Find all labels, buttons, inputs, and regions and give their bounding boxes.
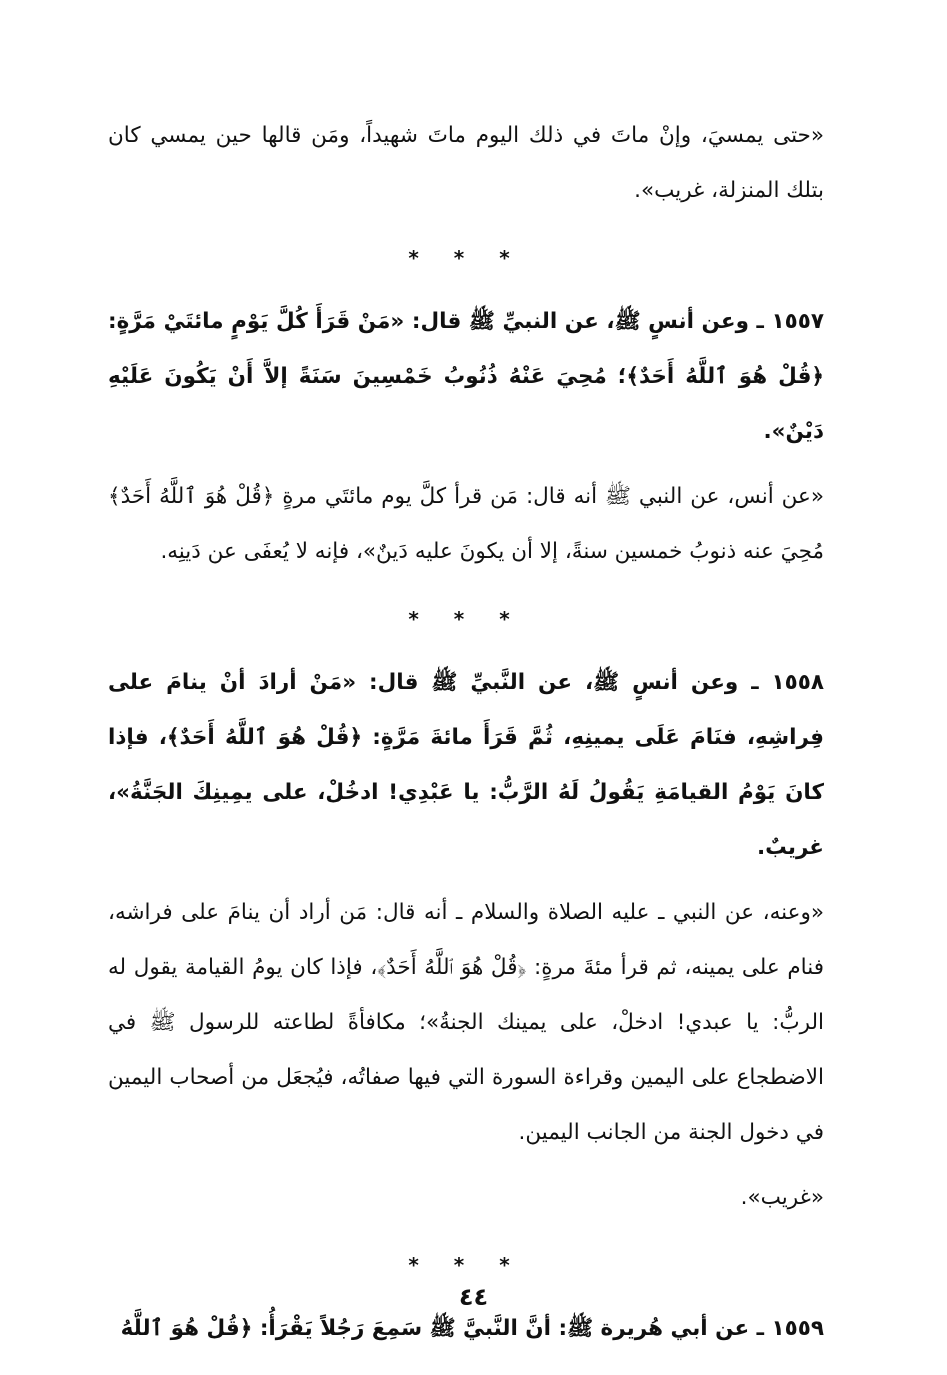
hadith-1557: ١٥٥٧ ـ وعن أنسٍ ﷺ، عن النبيِّ ﷺ قال: «مَنْ قَرَأَ كُلَّ يَوْمٍ مائتَيْ مَرَّةٍ: ﴿قُلْ هُوَ ٱللَّهُ أَحَدٌ﴾؛ مُحِيَ عَنْهُ ذُنُوبُ خَمْسِينَ سَنَةً إلاَّ أَنْ يَكُونَ عَلَيْهِ دَيْنٌ». [108, 309, 824, 444]
page-body [108, 108, 824, 1341]
page-number: ٤٤ [458, 1283, 489, 1311]
hadith-1558: ١٥٥٨ ـ وعن أنسٍ ﷺ، عن النَّبيِّ ﷺ قال: «مَنْ أرادَ أنْ ينامَ على فِراشِهِ، فنَامَ عَلَى يمينِهِ، ثُمَّ قَرَأَ مائةَ مَرَّةٍ: ﴿قُلْ هُوَ ٱللَّهُ أَحَدٌ﴾، فإذا كانَ يَوْمُ القيامَةِ يَقُولُ لَهُ الرَّبُّ: يا عَبْدِي! ادخُلْ، على يمِينِكَ الجَنَّةُ»، غريبٌ. [108, 670, 824, 860]
commentary-1557: «عن أنس، عن النبي ﷺ أنه قال: مَن قرأ كلَّ يوم مائتَي مرةٍ ﴿قُلْ هُوَ ٱللَّهُ أَحَدٌ﴾ مُحِيَ عنه ذنوبُ خمسين سنةً، إلا أن يكونَ عليه دَينٌ»، فإنه لا يُعفَى عن دَينِه. [108, 484, 824, 564]
section-separator-3: * * * [408, 1253, 524, 1277]
grading-note: «غريب». [740, 1185, 824, 1210]
section-separator-1: * * * [408, 246, 524, 270]
section-separator-2: * * * [408, 607, 524, 631]
commentary-paragraph-1: «حتى يمسيَ، وإنْ ماتَ في ذلك اليوم ماتَ شهيداً، ومَن قالها حين يمسي كان بتلك المنزلة، غريب». [108, 123, 824, 203]
commentary-1558: «وعنه، عن النبي ـ عليه الصلاة والسلام ـ أنه قال: مَن أراد أن ينامَ على فراشه، فنام على يمينه، ثم قرأ مئةَ مرةٍ: ﴿قُلْ هُوَ ٱللَّهُ أَحَدٌ﴾، فإذا كان يومُ القيامة يقول له الربُّ: يا عبدي! ادخلْ، على يمينك الجنةُ»؛ مكافأةً لطاعته للرسول ﷺ في الاضطجاع على اليمين وقراءة السورة التي فيها صفاتُه، فيُجعَل من أصحاب اليمين في دخول الجنة من الجانب اليمين. [108, 900, 824, 1145]
hadith-1559: ١٥٥٩ ـ عن أبي هُريرة ﷺ: أنَّ النَّبيَّ ﷺ سَمِعَ رَجُلاً يَقْرَأُ: ﴿قُلْ هُوَ ٱللَّهُ [120, 1316, 824, 1341]
